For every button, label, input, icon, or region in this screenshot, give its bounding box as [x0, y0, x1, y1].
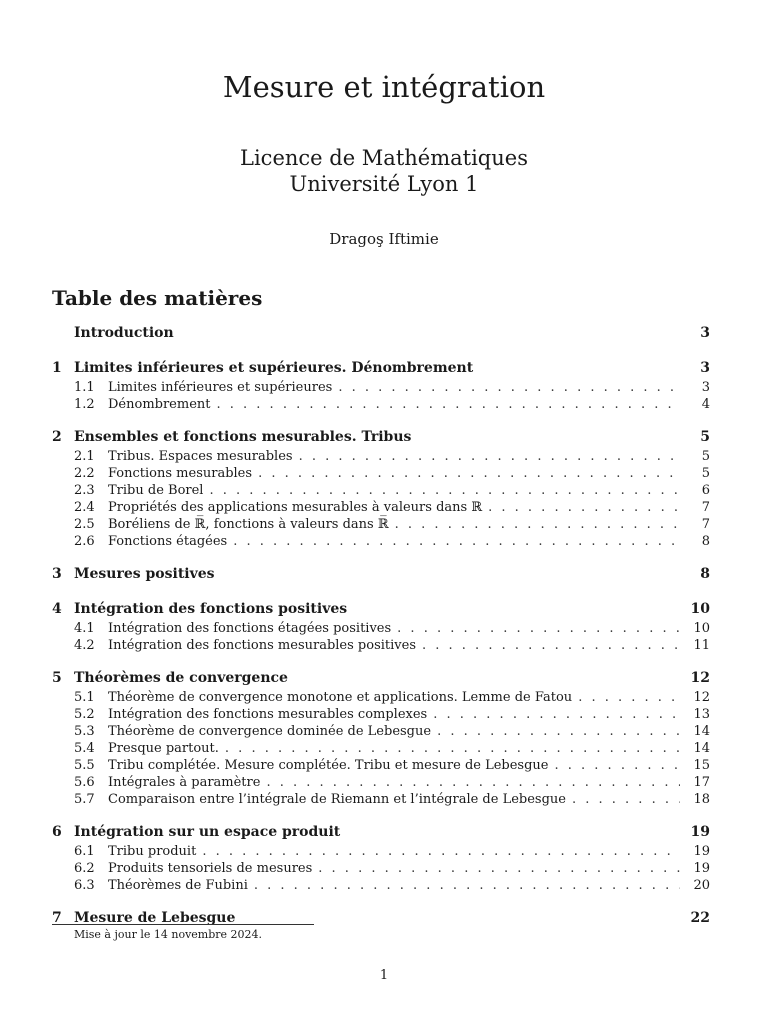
footnote: Mise à jour le 14 novembre 2024.: [74, 928, 263, 941]
subtitle-line-1: Licence de Mathématiques: [240, 146, 528, 170]
toc-subsection-title: Intégration des fonctions mesurables complexes: [108, 707, 428, 722]
toc-subsection[interactable]: [52, 499, 710, 516]
toc-subsection-number: 5.4: [74, 741, 95, 756]
toc-subsection-title: Intégration des fonctions étagées positives: [108, 621, 392, 636]
toc-subsection[interactable]: [52, 860, 710, 877]
toc-subsection-title: Intégrales à paramètre: [108, 775, 261, 790]
toc-dot-leader: [433, 706, 680, 723]
toc-subsection-page: 5: [701, 466, 710, 481]
toc-subsection-title: Théorème de convergence dominée de Lebesgue: [108, 724, 432, 739]
toc-subsection-title: Théorèmes de Fubini: [108, 878, 248, 893]
toc-subsection[interactable]: [52, 620, 710, 637]
toc-section[interactable]: [52, 322, 710, 344]
toc-subsection[interactable]: [52, 516, 710, 533]
toc-dot-leader: [202, 843, 680, 860]
toc-dot-leader: [422, 637, 680, 654]
toc-section[interactable]: [52, 667, 710, 689]
toc-dot-leader: [395, 516, 680, 533]
toc-subsection-title: Limites inférieures et supérieures: [108, 380, 333, 395]
toc-subsection-page: 14: [693, 741, 710, 756]
toc-section[interactable]: [52, 598, 710, 620]
toc-subsection-title: Propriétés des applications mesurables à valeurs dans ℝ: [108, 500, 483, 515]
toc-subsection[interactable]: [52, 637, 710, 654]
toc-subsection[interactable]: [52, 379, 710, 396]
toc-subsection-page: 15: [693, 758, 710, 773]
toc-subsection-number: 2.4: [74, 500, 95, 515]
toc-subsection[interactable]: [52, 396, 710, 413]
toc-section[interactable]: [52, 821, 710, 843]
toc-section-title: Introduction: [74, 325, 174, 341]
toc-section-number: 1: [52, 360, 62, 376]
toc-section[interactable]: [52, 907, 710, 929]
toc-subsection[interactable]: [52, 706, 710, 723]
toc-subsection[interactable]: [52, 533, 710, 550]
toc-subsection[interactable]: [52, 723, 710, 740]
toc-subsection-page: 7: [701, 500, 710, 515]
toc-subsection-number: 4.1: [74, 621, 95, 636]
toc-subsection-number: 4.2: [74, 638, 95, 653]
toc-subsection-page: 4: [701, 397, 710, 412]
toc-section-title: Ensembles et fonctions mesurables. Tribus: [74, 429, 412, 445]
toc-dot-leader: [397, 620, 680, 637]
toc-subsection-number: 5.6: [74, 775, 95, 790]
toc-section-page: 19: [690, 824, 710, 840]
toc-gap: [52, 413, 710, 426]
toc-dot-leader: [233, 533, 680, 550]
toc-subsection-page: 7: [701, 517, 710, 532]
toc-section-title: Mesure de Lebesgue: [74, 910, 236, 926]
toc-subsection-title: Intégration des fonctions mesurables positives: [108, 638, 416, 653]
toc-subsection-number: 2.1: [74, 449, 95, 464]
toc-dot-leader: [578, 689, 680, 706]
toc-subsection-title: Produits tensoriels de mesures: [108, 861, 313, 876]
toc-subsection[interactable]: [52, 843, 710, 860]
author: Dragoş Iftimie: [329, 230, 439, 248]
toc-subsection-number: 5.5: [74, 758, 95, 773]
toc-dot-leader: [266, 774, 680, 791]
toc-section-number: 3: [52, 566, 62, 582]
toc-section-number: 4: [52, 601, 62, 617]
toc-section-page: 12: [690, 670, 710, 686]
toc-gap: [52, 654, 710, 667]
toc-section-number: 2: [52, 429, 62, 445]
toc-subsection-page: 19: [693, 844, 710, 859]
toc-section-title: Limites inférieures et supérieures. Dénombrement: [74, 360, 474, 376]
toc-subsection-number: 6.2: [74, 861, 95, 876]
toc-subsection-number: 2.3: [74, 483, 95, 498]
toc-subsection-number: 6.1: [74, 844, 95, 859]
toc-subsection-title: Tribu complétée. Mesure complétée. Tribu et mesure de Lebesgue: [108, 758, 549, 773]
toc-subsection[interactable]: [52, 740, 710, 757]
toc-subsection[interactable]: [52, 791, 710, 808]
toc-subsection-number: 2.2: [74, 466, 95, 481]
toc-section-page: 5: [700, 429, 710, 445]
toc-dot-leader: [217, 396, 681, 413]
toc-section-page: 8: [700, 566, 710, 582]
toc-gap: [52, 344, 710, 357]
toc-section[interactable]: [52, 357, 710, 379]
toc-section-title: Mesures positives: [74, 566, 215, 582]
toc-subsection-title: Comparaison entre l’intégrale de Riemann et l’intégrale de Lebesgue: [108, 792, 566, 807]
toc-subsection-title: Dénombrement: [108, 397, 211, 412]
toc-subsection-title: Tribu produit: [108, 844, 197, 859]
document-subtitle: [0, 145, 768, 197]
toc-subsection-page: 13: [693, 707, 710, 722]
toc-dot-leader: [555, 757, 681, 774]
toc-subsection-page: 14: [693, 724, 710, 739]
toc-section-page: 3: [700, 360, 710, 376]
toc-dot-leader: [572, 791, 680, 808]
footnote-rule: [52, 924, 314, 925]
toc-subsection-title: Tribu de Borel: [108, 483, 204, 498]
toc-subsection-page: 8: [701, 534, 710, 549]
toc-dot-leader: [437, 723, 680, 740]
toc-section-page: 3: [700, 325, 710, 341]
toc-gap: [52, 894, 710, 907]
toc-dot-leader: [254, 877, 680, 894]
toc-subsection[interactable]: [52, 689, 710, 706]
toc-dot-leader: [488, 499, 680, 516]
toc-dot-leader: [209, 482, 680, 499]
toc-subsection-number: 2.6: [74, 534, 95, 549]
toc-subsection[interactable]: [52, 877, 710, 894]
toc-subsection-page: 5: [701, 449, 710, 464]
toc-dot-leader: [299, 448, 680, 465]
toc-subsection-number: 5.1: [74, 690, 95, 705]
toc-gap: [52, 550, 710, 563]
toc-gap: [52, 808, 710, 821]
toc-subsection-number: 1.2: [74, 397, 95, 412]
toc-section-title: Intégration sur un espace produit: [74, 824, 341, 840]
subtitle-line-2: Université Lyon 1: [289, 172, 479, 196]
toc-subsection-page: 20: [693, 878, 710, 893]
toc-subsection[interactable]: [52, 774, 710, 791]
toc-subsection-page: 6: [701, 483, 710, 498]
toc-subsection[interactable]: [52, 482, 710, 499]
toc-subsection-number: 1.1: [74, 380, 95, 395]
toc-subsection-title: Tribus. Espaces mesurables: [108, 449, 293, 464]
toc-section-page: 10: [690, 601, 710, 617]
toc-subsection-page: 19: [693, 861, 710, 876]
toc-subsection-number: 2.5: [74, 517, 95, 532]
toc-section-number: 6: [52, 824, 62, 840]
toc-section-number: 5: [52, 670, 62, 686]
toc-subsection-number: 5.3: [74, 724, 95, 739]
toc-subsection-number: 5.7: [74, 792, 95, 807]
toc-subsection-title: Fonctions étagées: [108, 534, 228, 549]
page-number: 1: [379, 968, 389, 983]
toc-dot-leader: [225, 740, 680, 757]
toc-section-page: 22: [690, 910, 710, 926]
toc-section-title: Théorèmes de convergence: [74, 670, 288, 686]
table-of-contents: [52, 322, 710, 929]
toc-dot-leader: [258, 465, 680, 482]
toc-subsection-title: Presque partout.: [108, 741, 219, 756]
toc-subsection-page: 18: [693, 792, 710, 807]
toc-dot-leader: [318, 860, 680, 877]
toc-subsection-title: Fonctions mesurables: [108, 466, 253, 481]
toc-section[interactable]: [52, 563, 710, 585]
toc-dot-leader: [338, 379, 680, 396]
toc-gap: [52, 585, 710, 598]
toc-section-title: Intégration des fonctions positives: [74, 601, 348, 617]
toc-subsection-page: 17: [693, 775, 710, 790]
toc-section[interactable]: [52, 426, 710, 448]
toc-subsection-page: 11: [693, 638, 710, 653]
toc-subsection[interactable]: [52, 757, 710, 774]
toc-subsection-page: 3: [701, 380, 710, 395]
toc-subsection-number: 6.3: [74, 878, 95, 893]
toc-subsection-page: 10: [693, 621, 710, 636]
toc-subsection-page: 12: [693, 690, 710, 705]
toc-subsection[interactable]: [52, 465, 710, 482]
toc-subsection-number: 5.2: [74, 707, 95, 722]
toc-heading: Table des matières: [52, 286, 263, 310]
toc-section-number: 7: [52, 910, 62, 926]
toc-subsection-title: Théorème de convergence monotone et applications. Lemme de Fatou: [108, 690, 573, 705]
toc-subsection[interactable]: [52, 448, 710, 465]
toc-subsection-title: Boréliens de ℝ̅, fonctions à valeurs dans ℝ̅: [108, 517, 389, 532]
document-title: Mesure et intégration: [222, 70, 546, 104]
